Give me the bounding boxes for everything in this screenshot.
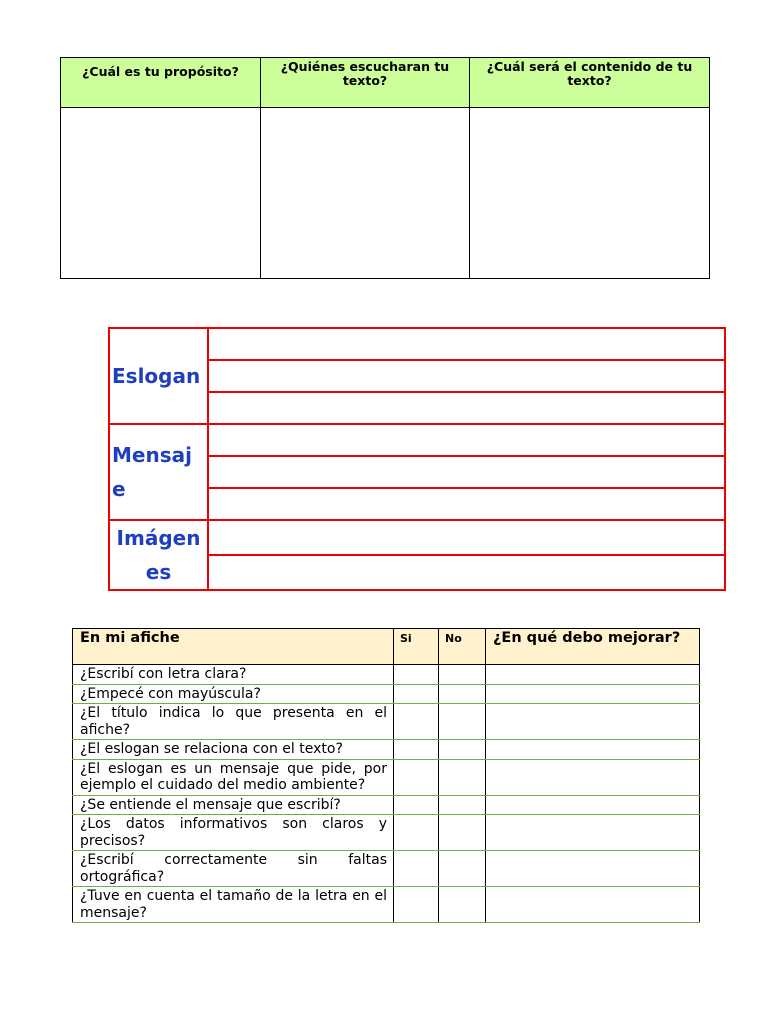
checklist-question: ¿Se entiende el mensaje que escribí? — [73, 795, 394, 815]
checklist-question: ¿Los datos informativos son claros y precisos? — [73, 815, 394, 851]
improve-cell[interactable] — [486, 740, 700, 760]
checklist-question: ¿El eslogan es un mensaje que pide, por ejemplo el cuidado del medio ambiente? — [73, 759, 394, 795]
poster-elements-table — [108, 327, 726, 591]
message-line[interactable] — [208, 424, 725, 456]
table-row — [73, 795, 700, 815]
images-label-line: Imágen — [116, 526, 201, 550]
poster-checklist-table — [72, 628, 700, 923]
checklist-question: ¿Escribí con letra clara? — [73, 665, 394, 685]
checklist-question: ¿Tuve en cuenta el tamaño de la letra en el mensaje? — [73, 887, 394, 923]
message-line[interactable] — [208, 488, 725, 520]
no-cell[interactable] — [439, 795, 486, 815]
checklist-item-header: En mi afiche — [73, 629, 394, 665]
checklist-question: ¿El título indica lo que presenta en el afiche? — [73, 704, 394, 740]
yes-cell[interactable] — [394, 740, 439, 760]
audience-answer-cell[interactable] — [261, 108, 470, 279]
message-line[interactable] — [208, 456, 725, 488]
slogan-label-text: Eslogan — [112, 364, 201, 388]
improve-cell[interactable] — [486, 795, 700, 815]
no-cell[interactable] — [439, 851, 486, 887]
improve-cell[interactable] — [486, 704, 700, 740]
no-cell[interactable] — [439, 665, 486, 685]
yes-cell[interactable] — [394, 704, 439, 740]
improve-cell[interactable] — [486, 887, 700, 923]
no-cell[interactable] — [439, 815, 486, 851]
table-row — [73, 759, 700, 795]
images-label — [109, 520, 208, 590]
yes-cell[interactable] — [394, 759, 439, 795]
yes-cell[interactable] — [394, 795, 439, 815]
message-label — [109, 424, 208, 520]
yes-cell[interactable] — [394, 665, 439, 685]
table-row — [73, 684, 700, 704]
slogan-line[interactable] — [208, 392, 725, 424]
table-row — [73, 665, 700, 685]
table-row — [73, 851, 700, 887]
yes-cell[interactable] — [394, 851, 439, 887]
table-row — [73, 887, 700, 923]
message-label-line: Mensaj — [112, 443, 192, 467]
audience-header: ¿Quiénes escucharan tu texto? — [261, 58, 470, 108]
content-header: ¿Cuál será el contenido de tu texto? — [470, 58, 710, 108]
improve-cell[interactable] — [486, 684, 700, 704]
improve-header: ¿En qué debo mejorar? — [486, 629, 700, 665]
no-cell[interactable] — [439, 684, 486, 704]
checklist-question: ¿Escribí correctamente sin faltas ortográfica? — [73, 851, 394, 887]
no-cell[interactable] — [439, 887, 486, 923]
purpose-answer-cell[interactable] — [61, 108, 261, 279]
images-line[interactable] — [208, 555, 725, 590]
images-label-line: es — [145, 560, 172, 584]
no-cell[interactable] — [439, 704, 486, 740]
slogan-label — [109, 328, 208, 424]
checklist-question: ¿Empecé con mayúscula? — [73, 684, 394, 704]
images-line[interactable] — [208, 520, 725, 555]
checklist-question: ¿El eslogan se relaciona con el texto? — [73, 740, 394, 760]
yes-cell[interactable] — [394, 887, 439, 923]
yes-cell[interactable] — [394, 815, 439, 851]
slogan-line[interactable] — [208, 360, 725, 392]
table-row — [73, 740, 700, 760]
no-header: No — [439, 629, 486, 665]
purpose-header: ¿Cuál es tu propósito? — [61, 58, 261, 108]
no-cell[interactable] — [439, 759, 486, 795]
table-row — [73, 704, 700, 740]
no-cell[interactable] — [439, 740, 486, 760]
improve-cell[interactable] — [486, 851, 700, 887]
planning-table — [60, 57, 710, 279]
yes-cell[interactable] — [394, 684, 439, 704]
improve-cell[interactable] — [486, 759, 700, 795]
table-row — [73, 815, 700, 851]
message-label-line: e — [112, 477, 126, 501]
content-answer-cell[interactable] — [470, 108, 710, 279]
yes-header: Si — [394, 629, 439, 665]
improve-cell[interactable] — [486, 815, 700, 851]
improve-cell[interactable] — [486, 665, 700, 685]
slogan-line[interactable] — [208, 328, 725, 360]
